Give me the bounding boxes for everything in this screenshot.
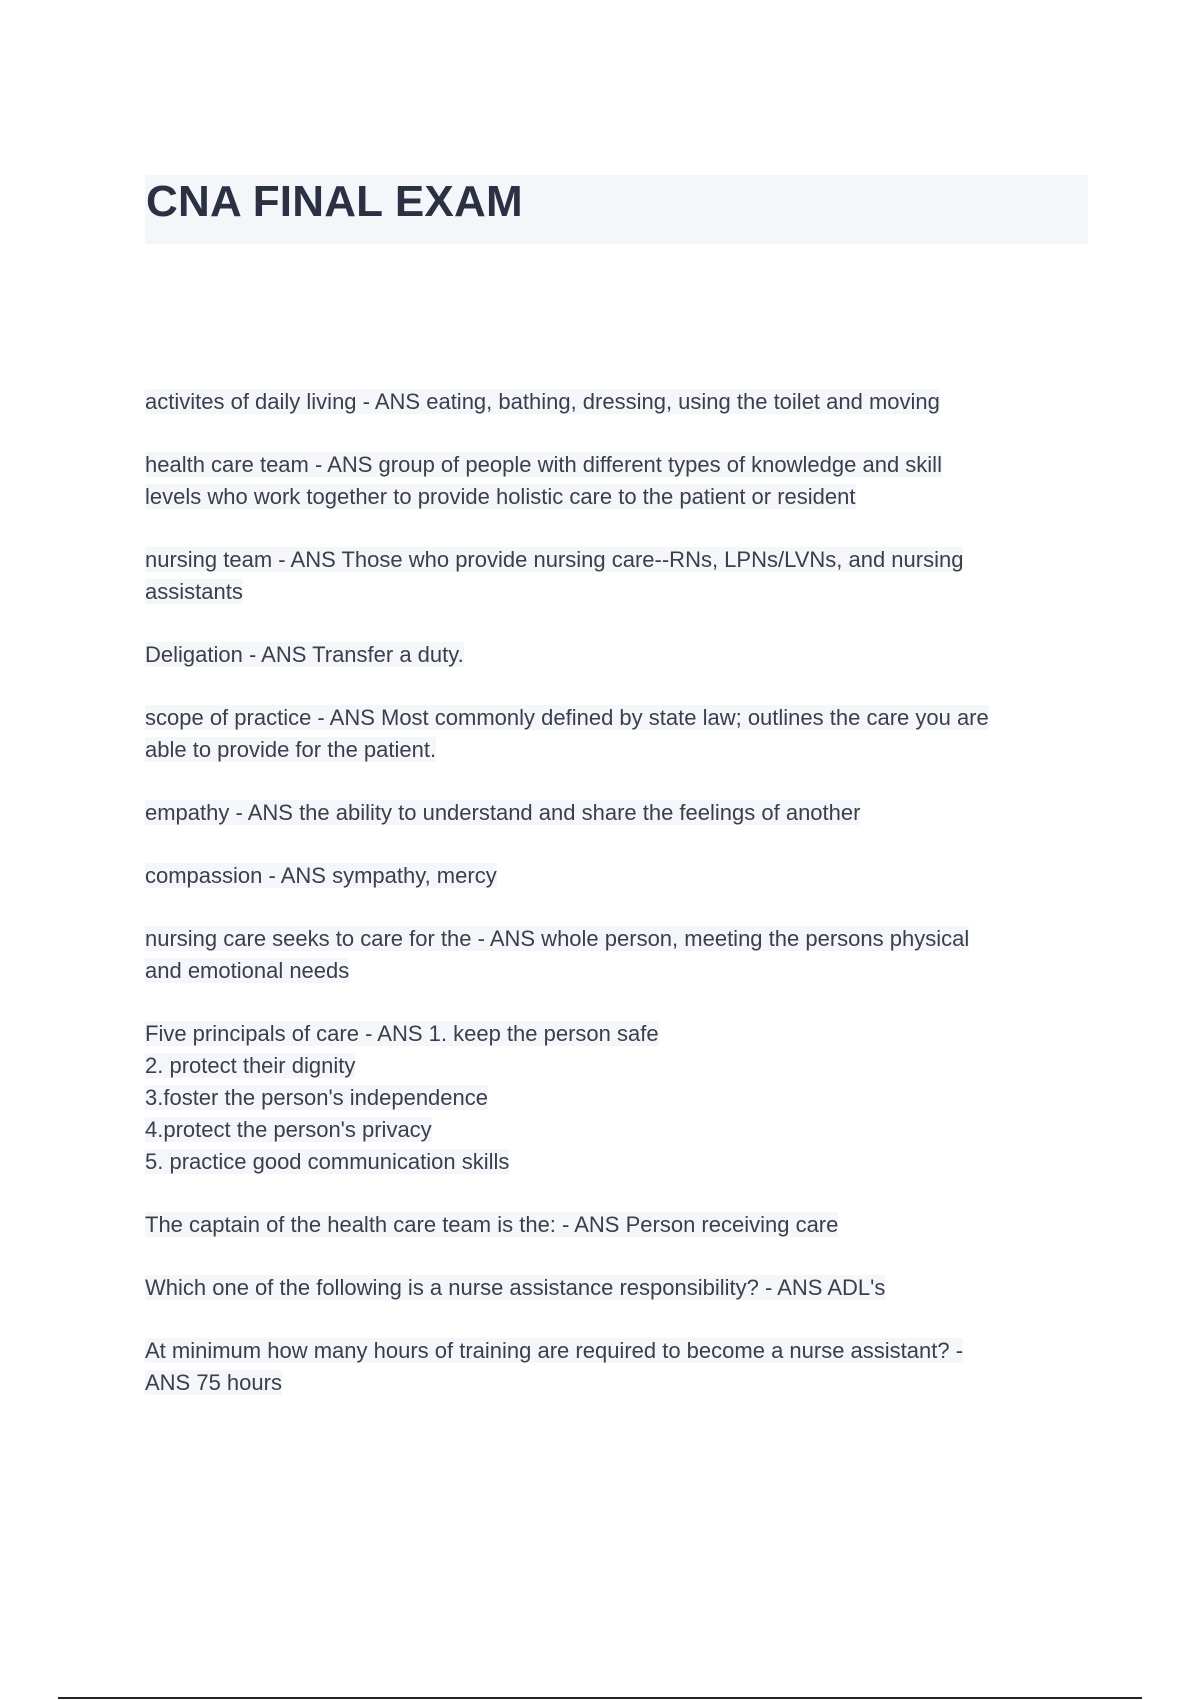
qa-line: compassion - ANS sympathy, mercy — [145, 863, 497, 888]
qa-item — [145, 386, 1090, 418]
qa-item — [145, 1335, 1090, 1399]
qa-item — [145, 1272, 1090, 1304]
qa-item — [145, 639, 1090, 671]
qa-line: The captain of the health care team is the: - ANS Person receiving care — [145, 1212, 839, 1237]
qa-line: 4.protect the person's privacy — [145, 1117, 432, 1142]
qa-item — [145, 923, 1090, 987]
qa-item — [145, 797, 1090, 829]
qa-line: able to provide for the patient. — [145, 737, 437, 762]
qa-line: Which one of the following is a nurse assistance responsibility? - ANS ADL's — [145, 1275, 886, 1300]
qa-line: empathy - ANS the ability to understand and share the feelings of another — [145, 800, 861, 825]
qa-line: nursing team - ANS Those who provide nursing care--RNs, LPNs/LVNs, and nursing — [145, 547, 964, 572]
qa-line: At minimum how many hours of training are required to become a nurse assistant? - — [145, 1338, 964, 1363]
qa-item — [145, 702, 1090, 766]
qa-line: scope of practice - ANS Most commonly defined by state law; outlines the care you are — [145, 705, 989, 730]
page-title: CNA FINAL EXAM — [146, 177, 523, 226]
qa-line: health care team - ANS group of people with different types of knowledge and skill — [145, 452, 942, 477]
qa-line: nursing care seeks to care for the - ANS whole person, meeting the persons physical — [145, 926, 970, 951]
qa-line: levels who work together to provide holistic care to the patient or resident — [145, 484, 856, 509]
qa-line: 2. protect their dignity — [145, 1053, 356, 1078]
qa-item — [145, 544, 1090, 608]
qa-line: Deligation - ANS Transfer a duty. — [145, 642, 464, 667]
qa-line: assistants — [145, 579, 243, 604]
qa-item — [145, 1018, 1090, 1178]
qa-line: and emotional needs — [145, 958, 350, 983]
qa-line: 5. practice good communication skills — [145, 1149, 510, 1174]
qa-list — [145, 386, 1090, 1430]
bottom-rule — [58, 1697, 1142, 1699]
qa-line: ANS 75 hours — [145, 1370, 282, 1395]
qa-item — [145, 860, 1090, 892]
qa-line: Five principals of care - ANS 1. keep the person safe — [145, 1021, 659, 1046]
qa-item — [145, 1209, 1090, 1241]
qa-line: activites of daily living - ANS eating, bathing, dressing, using the toilet and moving — [145, 389, 940, 414]
qa-line: 3.foster the person's independence — [145, 1085, 488, 1110]
qa-item — [145, 449, 1090, 513]
